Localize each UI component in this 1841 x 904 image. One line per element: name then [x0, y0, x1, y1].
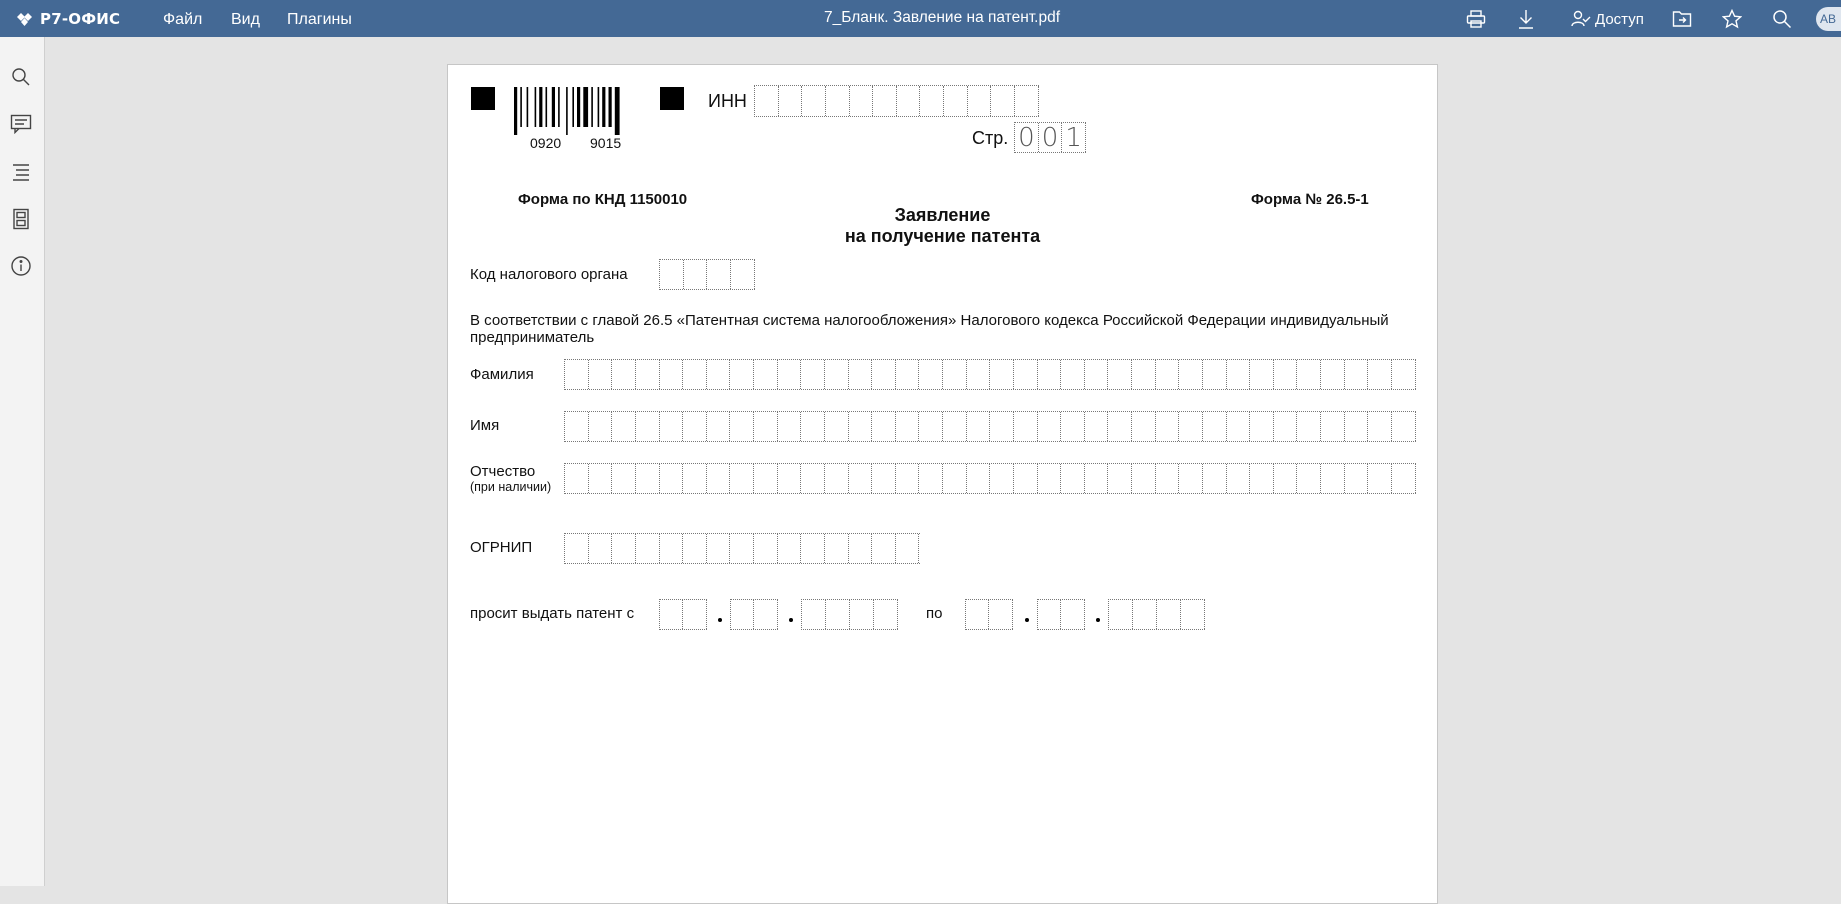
input-cell[interactable]: [943, 412, 967, 441]
input-cell[interactable]: [612, 360, 636, 389]
input-cell[interactable]: [1132, 360, 1156, 389]
input-cell[interactable]: [873, 86, 897, 116]
input-cell[interactable]: [660, 600, 683, 629]
input-cell[interactable]: [731, 260, 755, 289]
input-cell[interactable]: [825, 412, 849, 441]
input-cell[interactable]: [565, 534, 589, 563]
input-cell[interactable]: [660, 260, 684, 289]
sidebar-search-icon[interactable]: [9, 65, 33, 89]
input-cell[interactable]: [919, 412, 943, 441]
input-cell[interactable]: [754, 412, 778, 441]
input-cell[interactable]: [1179, 360, 1203, 389]
form-title-line1: Заявление: [894, 205, 991, 225]
input-cell[interactable]: [1156, 464, 1180, 493]
input-cell[interactable]: [778, 464, 802, 493]
input-cell[interactable]: [825, 464, 849, 493]
issue-from-year-field[interactable]: [801, 599, 898, 630]
input-cell[interactable]: [1156, 360, 1180, 389]
intro-text-line2: предприниматель: [470, 329, 595, 346]
input-cell[interactable]: [968, 86, 992, 116]
barcode-bar: [577, 87, 580, 127]
input-cell[interactable]: [802, 600, 826, 629]
input-cell[interactable]: [754, 600, 777, 629]
input-cell[interactable]: [1061, 360, 1085, 389]
input-cell[interactable]: [707, 360, 731, 389]
input-cell[interactable]: [1085, 464, 1109, 493]
input-cell[interactable]: [1345, 412, 1369, 441]
input-cell[interactable]: [1132, 464, 1156, 493]
tax-authority-field[interactable]: [659, 259, 755, 290]
menu-file[interactable]: Файл: [163, 11, 203, 28]
input-cell[interactable]: [1250, 360, 1274, 389]
input-cell[interactable]: [990, 412, 1014, 441]
input-cell[interactable]: [1321, 412, 1345, 441]
page-digit: 1: [1062, 123, 1086, 152]
input-cell[interactable]: [801, 412, 825, 441]
barcode-bar: [572, 87, 574, 127]
input-cell[interactable]: [943, 464, 967, 493]
issue-to-year-field[interactable]: [1108, 599, 1205, 630]
input-cell[interactable]: [990, 464, 1014, 493]
input-cell[interactable]: [872, 360, 896, 389]
input-cell[interactable]: [1250, 464, 1274, 493]
input-cell[interactable]: [1392, 360, 1416, 389]
input-cell[interactable]: [1038, 412, 1062, 441]
input-cell[interactable]: [802, 86, 826, 116]
input-cell[interactable]: [1203, 412, 1227, 441]
tax-authority-label: Код налогового органа: [470, 266, 628, 283]
input-cell[interactable]: [1345, 464, 1369, 493]
input-cell[interactable]: [636, 464, 660, 493]
input-cell[interactable]: [754, 464, 778, 493]
input-cell[interactable]: [1014, 360, 1038, 389]
barcode-bar: [514, 87, 517, 135]
input-cell[interactable]: [1061, 600, 1084, 629]
input-cell[interactable]: [589, 534, 613, 563]
barcode-number-left: 0920: [530, 135, 562, 151]
patronymic-field[interactable]: [564, 463, 1416, 494]
barcode-bar: [598, 87, 600, 127]
input-cell[interactable]: [612, 464, 636, 493]
barcode-number-right: 9015: [590, 135, 622, 151]
input-cell[interactable]: [1345, 360, 1369, 389]
input-cell[interactable]: [1038, 600, 1061, 629]
barcode-bar: [520, 87, 522, 127]
input-cell[interactable]: [707, 260, 731, 289]
input-cell[interactable]: [826, 86, 850, 116]
input-cell[interactable]: [589, 412, 613, 441]
input-cell[interactable]: [755, 86, 779, 116]
input-cell[interactable]: [683, 464, 707, 493]
barcode-bar: [546, 87, 548, 127]
input-cell[interactable]: [1321, 360, 1345, 389]
patronymic-label: Отчество: [470, 463, 536, 480]
navigation-icon[interactable]: [9, 160, 33, 184]
surname-field[interactable]: [564, 359, 1416, 390]
app-logo[interactable]: [16, 9, 120, 29]
logo-icon: [16, 11, 36, 27]
page-digit: 0: [1039, 123, 1063, 152]
input-cell[interactable]: [1227, 360, 1251, 389]
input-cell[interactable]: [825, 360, 849, 389]
input-cell[interactable]: [897, 86, 921, 116]
input-cell[interactable]: [1157, 600, 1181, 629]
barcode-bar: [591, 87, 593, 127]
input-cell[interactable]: [660, 360, 684, 389]
input-cell[interactable]: [874, 600, 898, 629]
print-icon[interactable]: [1465, 8, 1487, 30]
input-cell[interactable]: [707, 412, 731, 441]
input-cell[interactable]: [565, 412, 589, 441]
input-cell[interactable]: [731, 600, 754, 629]
input-cell[interactable]: [636, 360, 660, 389]
input-cell[interactable]: [778, 360, 802, 389]
input-cell[interactable]: [849, 534, 873, 563]
input-cell[interactable]: [612, 534, 636, 563]
access-label: Доступ: [1595, 10, 1644, 28]
input-cell[interactable]: [990, 360, 1014, 389]
info-icon[interactable]: [9, 254, 33, 278]
input-cell[interactable]: [1297, 464, 1321, 493]
input-cell[interactable]: [825, 534, 849, 563]
input-cell[interactable]: [1274, 360, 1298, 389]
issue-from-label: просит выдать патент с: [470, 605, 635, 622]
input-cell[interactable]: [943, 360, 967, 389]
input-cell[interactable]: [1321, 464, 1345, 493]
barcode-bar: [602, 87, 605, 127]
input-cell[interactable]: [1297, 360, 1321, 389]
input-cell[interactable]: [872, 464, 896, 493]
input-cell[interactable]: [919, 360, 943, 389]
input-cell[interactable]: [754, 534, 778, 563]
input-cell[interactable]: [1179, 464, 1203, 493]
access-button[interactable]: [1571, 9, 1644, 29]
input-cell[interactable]: [683, 534, 707, 563]
issue-to-month-field[interactable]: [1037, 599, 1085, 630]
input-cell[interactable]: [1274, 412, 1298, 441]
page-number-label: Стр.: [972, 128, 1009, 148]
input-cell[interactable]: [849, 412, 873, 441]
input-cell[interactable]: [1368, 412, 1392, 441]
input-cell[interactable]: [730, 412, 754, 441]
surname-label: Фамилия: [470, 366, 534, 383]
input-cell[interactable]: [1274, 464, 1298, 493]
input-cell[interactable]: [872, 412, 896, 441]
name-field[interactable]: [564, 411, 1416, 442]
input-cell[interactable]: [778, 412, 802, 441]
input-cell[interactable]: [1038, 360, 1062, 389]
input-cell[interactable]: [966, 600, 989, 629]
app-header: [0, 0, 1841, 37]
input-cell[interactable]: [1109, 600, 1133, 629]
input-cell[interactable]: [1085, 412, 1109, 441]
date-separator: [1025, 618, 1029, 622]
input-cell[interactable]: [1368, 360, 1392, 389]
input-cell[interactable]: [989, 600, 1012, 629]
issue-from-day-field[interactable]: [659, 599, 707, 630]
input-cell[interactable]: [849, 360, 873, 389]
barcode-bar: [552, 87, 555, 127]
input-cell[interactable]: [1108, 412, 1132, 441]
date-separator: [1096, 618, 1100, 622]
input-cell[interactable]: [1061, 412, 1085, 441]
barcode-bar: [558, 87, 560, 127]
input-cell[interactable]: [1014, 412, 1038, 441]
input-cell[interactable]: [1227, 412, 1251, 441]
input-cell[interactable]: [707, 534, 731, 563]
name-label: Имя: [470, 417, 500, 434]
input-cell[interactable]: [991, 86, 1015, 116]
input-cell[interactable]: [660, 534, 684, 563]
download-icon[interactable]: [1515, 8, 1537, 30]
input-cell[interactable]: [1108, 464, 1132, 493]
input-cell[interactable]: [967, 412, 991, 441]
input-cell[interactable]: [1061, 464, 1085, 493]
input-cell[interactable]: [896, 464, 920, 493]
input-cell[interactable]: [565, 360, 589, 389]
page-number-field: [1014, 122, 1086, 153]
intro-text-line1: В соответствии с главой 26.5 «Патентная система налогообложения» Налогового кодекса Российской Федерации индивидуальный: [470, 312, 1389, 329]
marker-square-left: [471, 87, 495, 110]
input-cell[interactable]: [872, 534, 896, 563]
input-cell[interactable]: [1108, 360, 1132, 389]
input-cell[interactable]: [683, 412, 707, 441]
avatar[interactable]: АВ: [1816, 7, 1841, 31]
star-icon[interactable]: [1721, 8, 1743, 30]
folder-icon[interactable]: [1671, 8, 1693, 30]
input-cell[interactable]: [850, 600, 874, 629]
input-cell[interactable]: [1368, 464, 1392, 493]
input-cell[interactable]: [589, 360, 613, 389]
marker-square-right: [660, 87, 684, 110]
barcode-bar: [609, 87, 612, 127]
input-cell[interactable]: [1132, 412, 1156, 441]
inn-label: ИНН: [708, 91, 747, 111]
input-cell[interactable]: [636, 534, 660, 563]
input-cell[interactable]: [967, 464, 991, 493]
input-cell[interactable]: [565, 464, 589, 493]
barcode-bar: [583, 87, 588, 127]
input-cell[interactable]: [1014, 464, 1038, 493]
users-icon: [1571, 10, 1591, 28]
issue-to-label: по: [926, 605, 943, 622]
menu-view[interactable]: Вид: [231, 11, 260, 28]
input-cell[interactable]: [850, 86, 874, 116]
patronymic-note: (при наличии): [470, 480, 552, 494]
input-cell[interactable]: [1392, 412, 1416, 441]
input-cell[interactable]: [779, 86, 803, 116]
barcode-bar: [539, 87, 542, 127]
page-digit: 0: [1015, 123, 1039, 152]
input-cell[interactable]: [1297, 412, 1321, 441]
barcode-bar: [566, 87, 568, 135]
issue-from-month-field[interactable]: [730, 599, 778, 630]
input-cell[interactable]: [1203, 464, 1227, 493]
date-separator: [718, 618, 722, 622]
thumbnails-icon[interactable]: [9, 207, 33, 231]
input-cell[interactable]: [826, 600, 850, 629]
search-icon[interactable]: [1771, 8, 1793, 30]
input-cell[interactable]: [1181, 600, 1205, 629]
input-cell[interactable]: [684, 260, 708, 289]
barcode-bar: [615, 87, 620, 135]
ogrnip-field[interactable]: [564, 533, 920, 564]
input-cell[interactable]: [920, 86, 944, 116]
document-title: 7_Бланк. Завление на патент.pdf: [823, 9, 1061, 26]
input-cell[interactable]: [612, 412, 636, 441]
input-cell[interactable]: [1250, 412, 1274, 441]
input-cell[interactable]: [1038, 464, 1062, 493]
input-cell[interactable]: [754, 360, 778, 389]
input-cell[interactable]: [636, 412, 660, 441]
input-cell[interactable]: [707, 464, 731, 493]
form-number: Форма № 26.5-1: [1251, 191, 1369, 208]
input-cell[interactable]: [896, 412, 920, 441]
input-cell[interactable]: [1085, 360, 1109, 389]
input-cell[interactable]: [849, 464, 873, 493]
comments-icon[interactable]: [9, 112, 33, 136]
input-cell[interactable]: [660, 412, 684, 441]
input-cell[interactable]: [1179, 412, 1203, 441]
issue-to-day-field[interactable]: [965, 599, 1013, 630]
date-separator: [789, 618, 793, 622]
logo-text: Р7-ОФИС: [40, 10, 121, 28]
input-cell[interactable]: [944, 86, 968, 116]
barcode-bar: [535, 87, 537, 127]
input-cell[interactable]: [896, 360, 920, 389]
input-cell[interactable]: [1156, 412, 1180, 441]
input-cell[interactable]: [1227, 464, 1251, 493]
input-cell[interactable]: [1203, 360, 1227, 389]
input-cell[interactable]: [683, 600, 706, 629]
input-cell[interactable]: [967, 360, 991, 389]
ogrnip-label: ОГРНИП: [470, 539, 533, 556]
inn-field[interactable]: [754, 85, 1039, 117]
input-cell[interactable]: [730, 534, 754, 563]
input-cell[interactable]: [801, 534, 825, 563]
form-title-line2: на получение патента: [844, 226, 1041, 246]
input-cell[interactable]: [801, 464, 825, 493]
input-cell[interactable]: [589, 464, 613, 493]
left-sidebar: [0, 37, 45, 886]
input-cell[interactable]: [896, 534, 920, 563]
input-cell[interactable]: [801, 360, 825, 389]
input-cell[interactable]: [1392, 464, 1416, 493]
input-cell[interactable]: [730, 464, 754, 493]
barcode-bar: [527, 87, 529, 127]
input-cell[interactable]: [730, 360, 754, 389]
input-cell[interactable]: [919, 464, 943, 493]
input-cell[interactable]: [660, 464, 684, 493]
input-cell[interactable]: [683, 360, 707, 389]
input-cell[interactable]: [778, 534, 802, 563]
input-cell[interactable]: [1015, 86, 1039, 116]
barcode: [514, 87, 642, 135]
menu-plugins[interactable]: Плагины: [287, 11, 352, 28]
input-cell[interactable]: [1133, 600, 1157, 629]
knd-code: Форма по КНД 1150010: [518, 191, 688, 208]
document-page: [447, 64, 1438, 904]
